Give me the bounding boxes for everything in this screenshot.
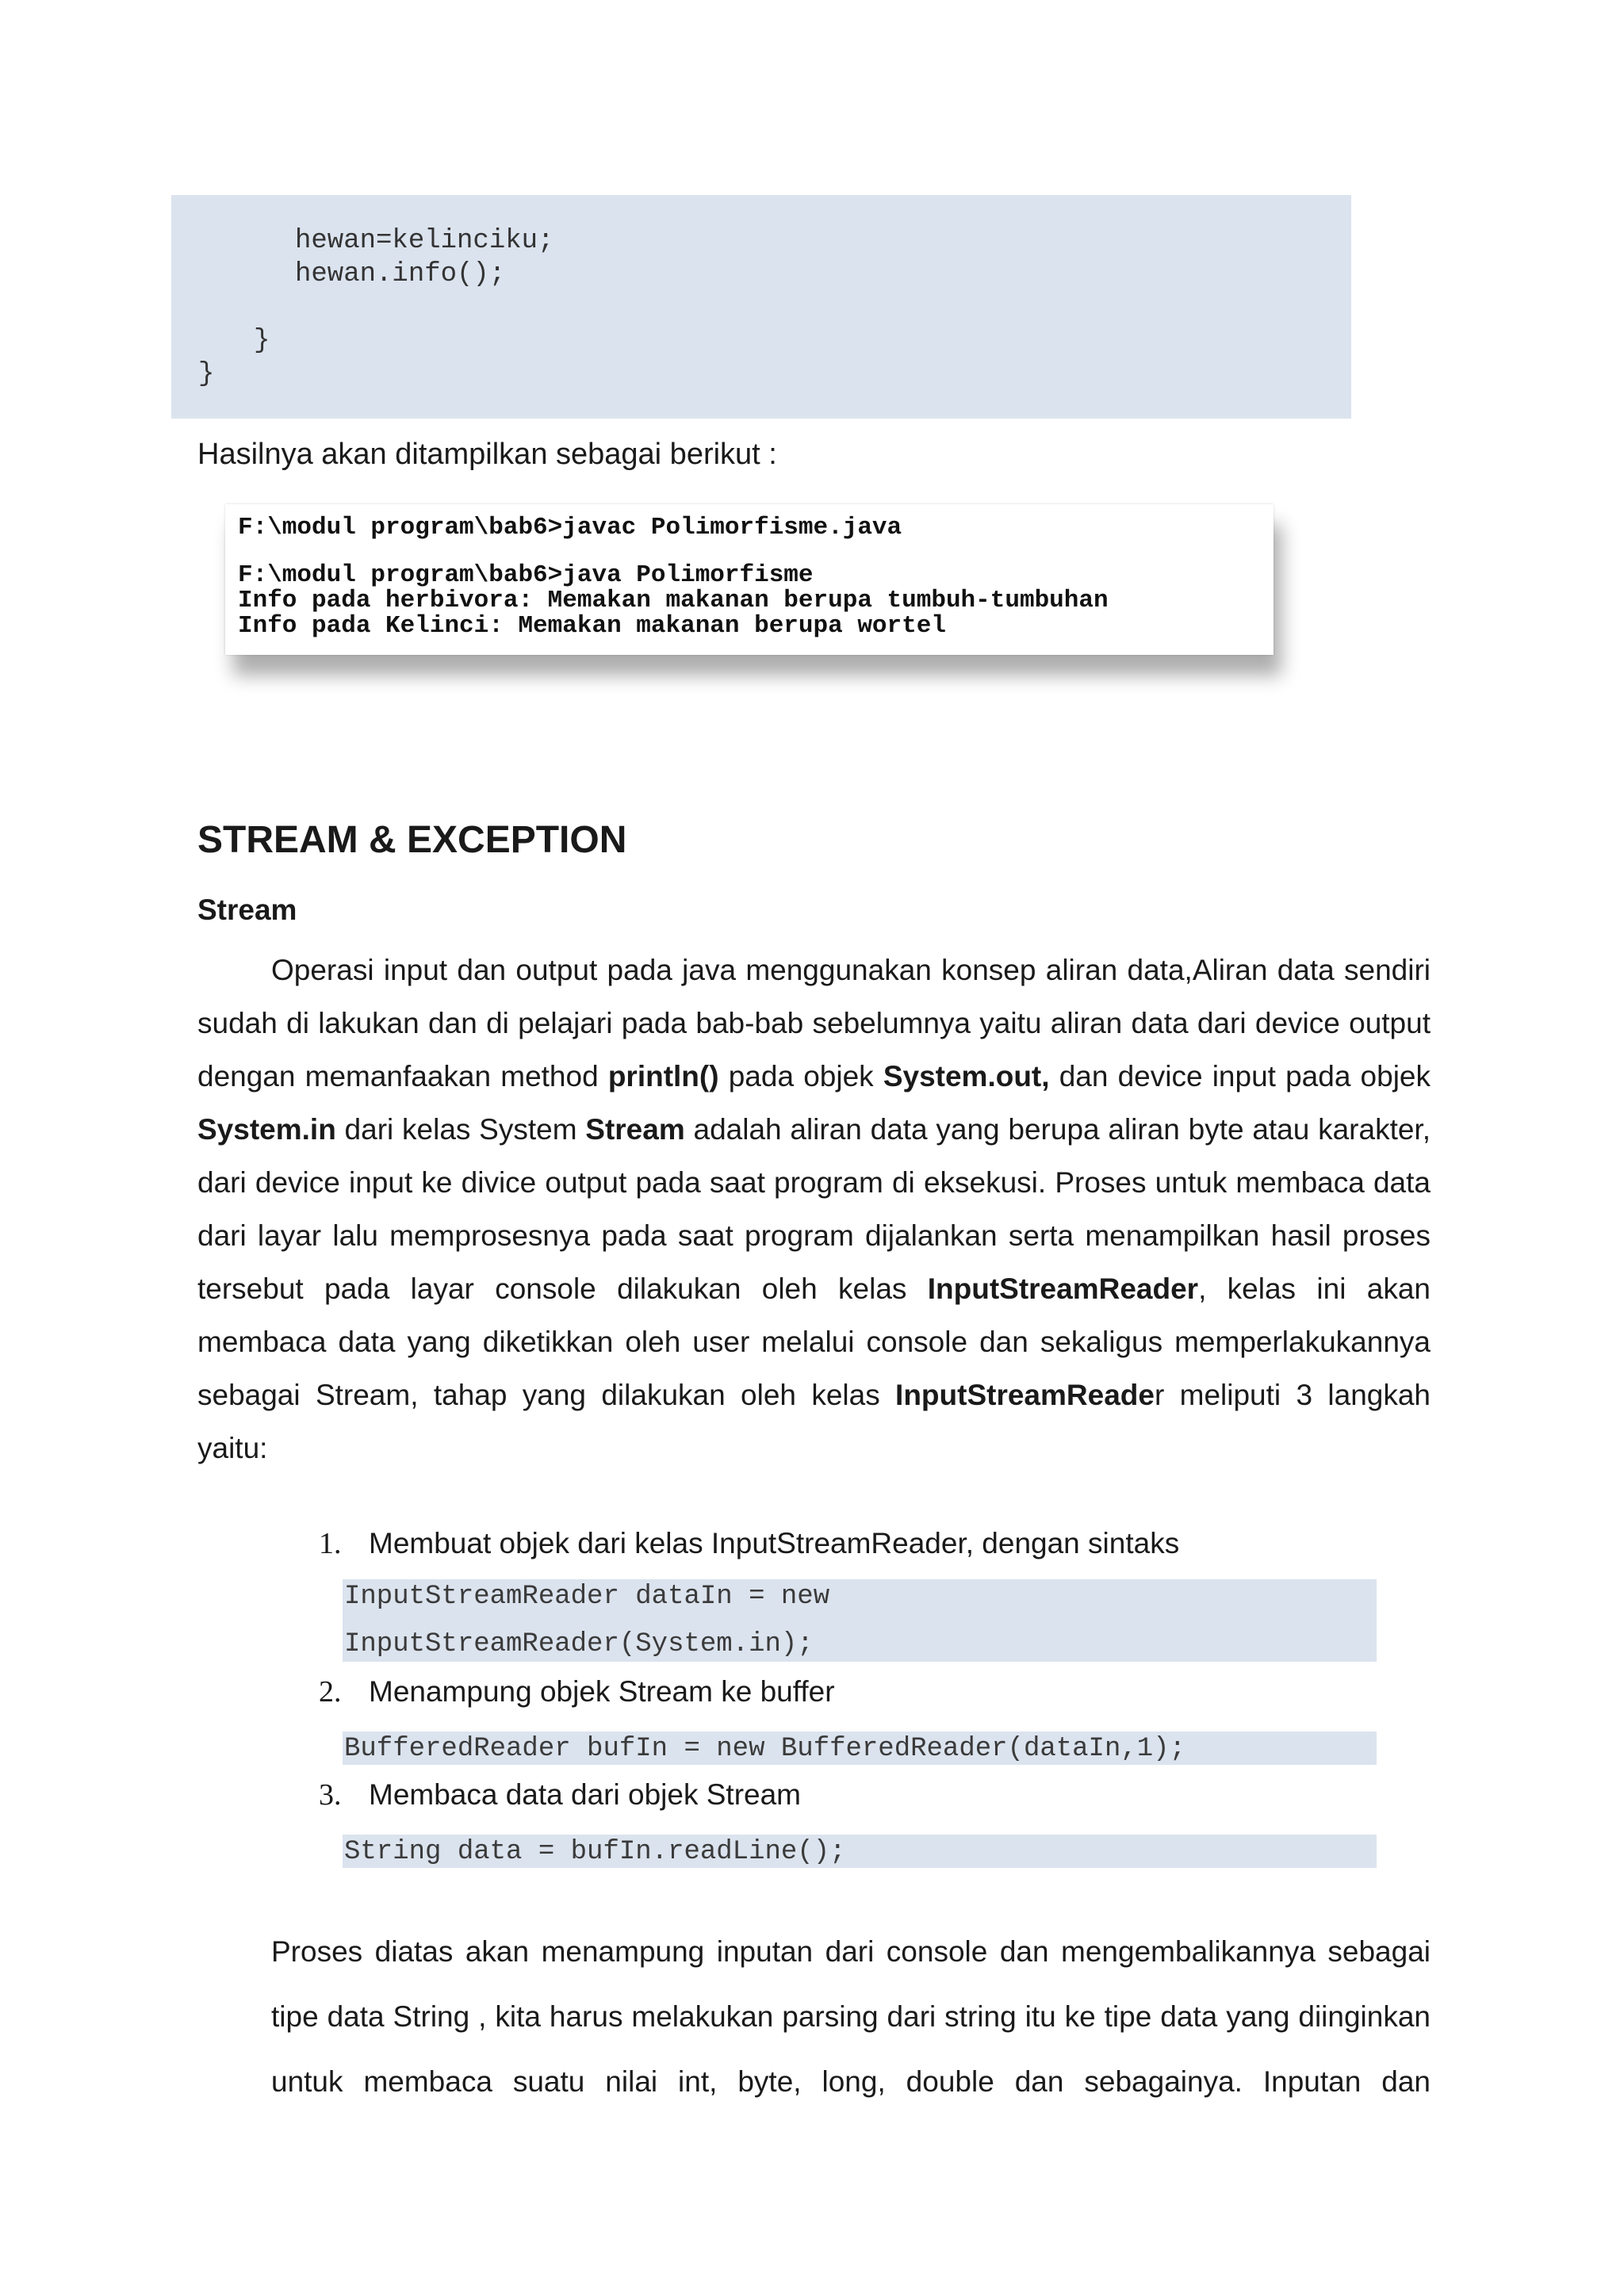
code-block-step-3	[343, 1835, 1377, 1868]
code-line: String data = bufIn.readLine();	[344, 1837, 846, 1867]
paragraph-line: Proses diatas akan menampung inputan dari console dan mengembalikannya sebagai	[271, 1935, 1431, 1968]
paragraph-line	[197, 1050, 1431, 1104]
code-line: hewan=kelinciku;	[295, 226, 554, 256]
list-text: Menampung objek Stream ke buffer	[369, 1675, 835, 1708]
list-item	[319, 1671, 835, 1712]
text-span: sebagai Stream, tahap yang dilakukan oleh kelas	[197, 1379, 896, 1411]
paragraph-line	[197, 1368, 1431, 1422]
list-number: 3.	[319, 1778, 342, 1812]
bold-span: System.in	[197, 1113, 336, 1146]
intro-text: Hasilnya akan ditampilkan sebagai berikut :	[197, 438, 777, 471]
code-block-top	[171, 195, 1351, 419]
paragraph-line: membaca data yang diketikkan oleh user melalui console dan sekaligus memperlakukannya	[197, 1326, 1431, 1358]
code-line: InputStreamReader dataIn = new	[344, 1582, 830, 1612]
list-item	[319, 1523, 1179, 1564]
bold-span: System.out,	[883, 1060, 1050, 1093]
list-number: 1.	[319, 1527, 342, 1560]
code-line: }	[254, 326, 270, 356]
bold-span: println()	[607, 1060, 719, 1093]
bold-span: Stream	[585, 1113, 685, 1146]
text-span: dari kelas System	[335, 1113, 586, 1146]
list-item	[319, 1774, 801, 1816]
console-line: Info pada Kelinci: Memakan makanan berupa wortel	[238, 612, 946, 640]
text-span: adalah aliran data yang berupa aliran byte atau karakter,	[684, 1113, 1431, 1146]
paragraph-line: yaitu:	[197, 1432, 268, 1464]
bold-span: InputStreamReade	[895, 1379, 1155, 1411]
code-line: InputStreamReader(System.in);	[344, 1629, 814, 1659]
paragraph-line: untuk membaca suatu nilai int, byte, long, double dan sebagainya. Inputan dan	[271, 2065, 1431, 2098]
code-line: BufferedReader bufIn = new BufferedReader(dataIn,1);	[344, 1734, 1185, 1764]
code-line: hewan.info();	[295, 259, 506, 289]
paragraph-line: sudah di lakukan dan di pelajari pada bab-bab sebelumnya yaitu aliran data dari device output	[197, 1007, 1431, 1039]
code-block-step-2	[343, 1732, 1377, 1765]
paragraph-line: tipe data String , kita harus melakukan parsing dari string itu ke tipe data yang diinginkan	[271, 2000, 1431, 2033]
bold-span: InputStreamReader	[927, 1272, 1199, 1305]
paragraph-line	[197, 1262, 1431, 1316]
section-title: STREAM & EXCEPTION	[197, 819, 627, 861]
paragraph-line: dari device input ke divice output pada saat program di eksekusi. Proses untuk membaca data	[197, 1166, 1431, 1199]
console-line: Info pada herbivora: Memakan makanan berupa tumbuh-tumbuhan	[238, 587, 1109, 614]
text-span: dan device input pada objek	[1049, 1060, 1431, 1093]
text-span: tersebut pada layar console dilakukan oleh kelas	[197, 1272, 928, 1305]
console-output-image	[225, 504, 1274, 655]
paragraph-line: Operasi input dan output pada java menggunakan konsep aliran data,Aliran data sendiri	[271, 954, 1431, 986]
text-span: dengan memanfaakan method	[197, 1060, 608, 1093]
subsection-title: Stream	[197, 894, 297, 926]
text-span: r meliputi 3 langkah	[1154, 1379, 1431, 1411]
paragraph-line	[197, 1103, 1431, 1157]
list-number: 2.	[319, 1675, 342, 1709]
console-line: F:\modul program\bab6>java Polimorfisme	[238, 561, 814, 589]
list-text: Membuat objek dari kelas InputStreamReader, dengan sintaks	[369, 1527, 1180, 1559]
paragraph-line: dari layar lalu memprosesnya pada saat program dijalankan serta menampilkan hasil proses	[197, 1219, 1431, 1252]
list-text: Membaca data dari objek Stream	[369, 1778, 801, 1811]
text-span: , kelas ini akan	[1198, 1272, 1431, 1305]
code-block-step-1	[343, 1579, 1377, 1662]
text-span: pada objek	[718, 1060, 883, 1093]
console-line: F:\modul program\bab6>javac Polimorfisme.java	[238, 514, 902, 541]
code-line: }	[198, 359, 215, 389]
